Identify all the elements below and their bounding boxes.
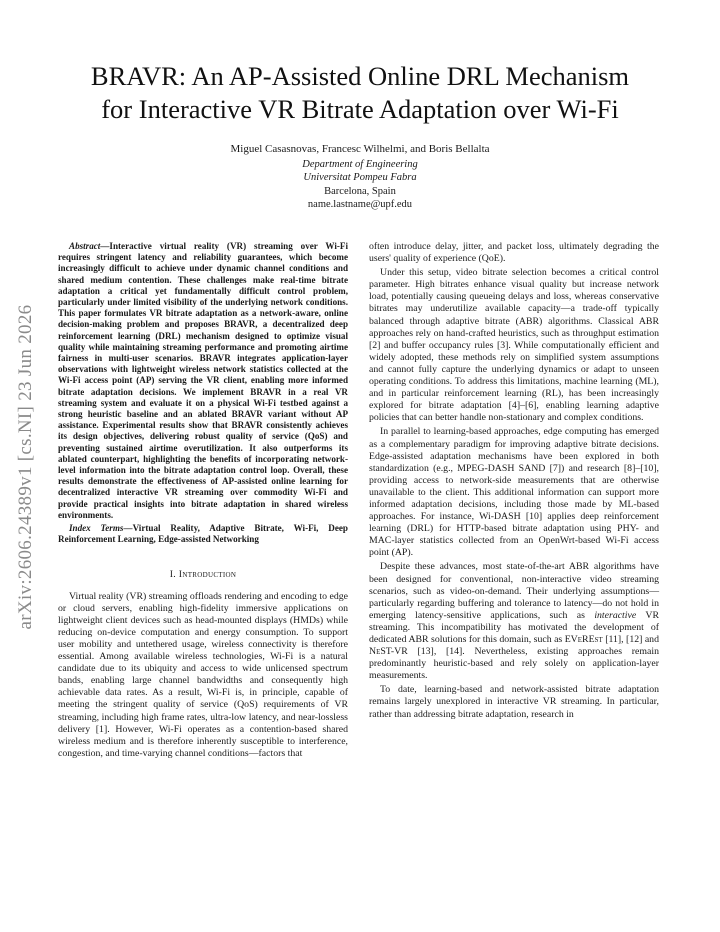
- abstract-label: Abstract—: [69, 241, 110, 251]
- arxiv-sidebar: [6, 262, 46, 672]
- author-names: Miguel Casasnovas, Francesc Wilhelmi, and Boris Bellalta: [230, 143, 490, 155]
- arxiv-identifier: arXiv:2606.24389v1 [cs.NI] 23 Jun 2026: [15, 304, 36, 630]
- left-column: [58, 241, 348, 762]
- p4-nestvr: NeST-VR: [369, 646, 408, 658]
- title-line-1: BRAVR: An AP-Assisted Online DRL Mechanism: [90, 61, 630, 91]
- intro-paragraph-1: Virtual reality (VR) streaming offloads rendering and encoding to edge or cloud servers, enabling high-fidelity immersive applications on lightweight client devices such as head-mounted displays (HMDs) while reducing on-device computation and energy consumption. To support user mobility and untethered usage, wireless connectivity is therefore essential. Among available wireless technologies, Wi-Fi is a natural candidate due to its ubiquity and access to wide unlicensed spectrum bands, enabling large channel bandwidths and consequently high achievable data rates. As a result, Wi-Fi is, in principle, capable of meeting the stringent quality of service (QoS) requirements of VR streaming, including high frame rates, ultra-low latency, and near-lossless delivery [1]. However, Wi-Fi operates as a contention-based shared wireless medium and is therefore inherently susceptible to interference, congestion, and time-varying channel conditions—factors that: [58, 590, 348, 759]
- section-heading-introduction: I. Introduction: [169, 569, 237, 581]
- p4-text-d: [13], [14]. Nevertheless, existing approaches remain predominantly heuristic-based and rely solely on application-layer measurements.: [369, 646, 659, 682]
- intro-paragraph-3: In parallel to learning-based approaches, edge computing has emerged as a complementary paradigm for improving adaptive bitrate decisions. Edge-assisted adaptation mechanisms have been explored in both standardization (e.g., MPEG-DASH SAND [7]) and research [8]–[10], providing access to network-side measurements that are otherwise unavailable to the client. This additional information can support more informed adaptation decisions, including those made by ML-based approaches. For instance, Wi-DASH [10] applies deep reinforcement learning (DRL) for HTTP-based bitrate adaptation using PHY- and MAC-layer statistics collected from an OpenWrt-based Wi-Fi access point (AP).: [369, 426, 659, 559]
- p4-italic: interactive: [594, 609, 637, 621]
- author-city: Barcelona, Spain: [324, 185, 396, 197]
- p4-text-a: Despite these advances, most state-of-the-art ABR algorithms have been designed for conventional, non-interactive video streaming scenarios, such as video-on-demand. Their underlying assumptions—particularly regarding buffering and tolerance to latency—do not hold in emerging latency-sensitive applications, such as: [369, 561, 659, 621]
- index-terms: [58, 523, 348, 545]
- author-block: [40, 143, 680, 212]
- title-line-2: for Interactive VR Bitrate Adaptation over Wi-Fi: [101, 94, 619, 124]
- author-department: Department of Engineering: [302, 158, 418, 170]
- p4-everest: EVeREst: [564, 634, 603, 645]
- right-column: [369, 241, 659, 723]
- p4-text-c: [11], [12] and: [602, 634, 659, 645]
- intro-paragraph-5: To date, learning-based and network-assisted bitrate adaptation remains largely unexplored in interactive VR streaming. In particular, rather than addressing bitrate adaptation, research in: [369, 684, 659, 720]
- author-university: Universitat Pompeu Fabra: [303, 172, 417, 183]
- abstract-text: Interactive virtual reality (VR) streaming over Wi-Fi requires stringent latency and reliability guarantees, which become increasingly difficult to achieve under dynamic channel conditions and shared medium contention. These challenges make real-time bitrate adaptation a critical yet fundamentally difficult control problem, particularly under limited visibility of the underlying network conditions. This paper formulates VR bitrate adaptation as a network-aware, online decision-making problem and proposes BRAVR, a decentralized deep reinforcement learning (DRL) mechanism designed to optimize visual quality while maintaining streaming performance and promoting airtime fairness in multi-user scenarios. BRAVR integrates application-layer observations with lightweight wireless network statistics collected at the Wi-Fi access point (AP) serving the VR client, enabling more informed bitrate adaptation decisions. We implement BRAVR in a real VR streaming system and evaluate it on a physical Wi-Fi testbed against a strong heuristic baseline and an ablated BRAVR variant without AP assistance. Experimental results show that BRAVR consistently achieves its design objectives, delivering robust quality of service (QoS) and preventing sustained airtime overutilization. It also outperforms its ablated counterpart, highlighting the benefits of incorporating network-level information into the bitrate adaptation control loop. Overall, these results demonstrate the effectiveness of AP-assisted online learning for decentralized interactive VR streaming over commodity Wi-Fi and provide practical insights into bitrate adaptation in shared wireless environments.: [58, 241, 348, 520]
- intro-paragraph-1-continuation: often introduce delay, jitter, and packet loss, ultimately degrading the users' quality of experience (QoE).: [369, 241, 659, 265]
- paper-title: [40, 60, 680, 126]
- index-terms-text: Virtual Reality, Adaptive Bitrate, Wi-Fi, Deep Reinforcement Learning, Edge-assisted Networking: [58, 523, 348, 545]
- abstract: [58, 241, 348, 521]
- index-terms-label: Index Terms—: [69, 523, 133, 534]
- p4-text-b: VR streaming. This incompatibility has motivated the development of dedicated ABR solutions for this domain, such as: [369, 609, 659, 645]
- author-email: name.lastname@upf.edu: [307, 199, 413, 210]
- intro-paragraph-4: [369, 561, 659, 682]
- intro-paragraph-2: Under this setup, video bitrate selection becomes a critical control parameter. High bitrates enhance visual quality but increase network load, potentially causing queueing delays and loss, whereas conservative bitrates may underutilize available capacity—a trade-off typically balanced through adaptive bitrate (ABR) algorithms. Classical ABR approaches rely on hand-crafted heuristics, such as throughput estimation [2] and buffer occupancy rules [3]. While computationally efficient and widely adopted, these methods rely on simplified system assumptions and cannot fully capture the underlying dynamics or adapt to unseen operating conditions. To address this limitations, machine learning (ML), and in particular reinforcement learning (RL), has been increasingly explored for bitrate adaptation [4]–[6], enabling learning adaptive policies that can better handle non-stationary and complex conditions.: [369, 267, 659, 424]
